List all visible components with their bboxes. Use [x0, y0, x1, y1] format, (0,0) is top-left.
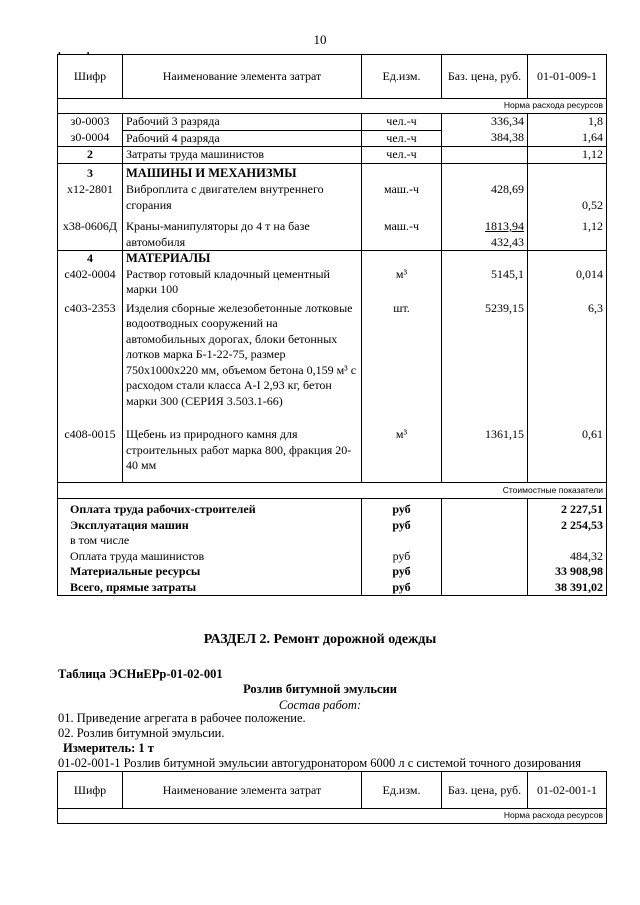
table-row: з0-0004 Рабочий 4 разряда чел.-ч 384,38 1,64: [58, 130, 607, 147]
table-row: х12-2801 Виброплита с двигателем внутреннего сгорания маш.-ч 428,69 0,52: [58, 182, 607, 219]
header-price: Баз. цена, руб.: [442, 772, 528, 809]
header-norm-code: 01-02-001-1: [528, 772, 607, 809]
table-row: с403-2353 Изделия сборные железобетонные лотковые водоотводных сооружений на автомобильных дорогах, блоки бетонных лотков марка Б-1-22-75, размер 750х1000х220 мм, объемом бетона 0,159 м³ с расходом стали класса А-I 2,93 кг, бетон марки 300 (СЕРИЯ 3.503.1-66) шт. 5239,15 6,3: [58, 301, 607, 428]
section-title: РАЗДЕЛ 2. Ремонт дорожной одежды: [203, 632, 437, 647]
header-norm-code: 01-01-009-1: [528, 55, 607, 99]
norm-label: Норма расхода ресурсов: [58, 809, 607, 824]
norm-label: Норма расхода ресурсов: [58, 99, 607, 114]
header-price: Баз. цена, руб.: [442, 55, 528, 99]
header-unit: Ед.изм.: [362, 55, 442, 99]
materials-header: 4 МАТЕРИАЛЫ: [58, 251, 607, 267]
cost-row: Оплата труда машинистов руб 484,32: [58, 549, 607, 565]
table-header: [58, 55, 607, 99]
table-row: х38-0606Д Краны-манипуляторы до 4 т на базе автомобиля маш.-ч 1813,94 432,43 1,12: [58, 219, 607, 251]
work-item: 02. Розлив битумной эмульсии.: [58, 726, 225, 740]
cost-row: Всего, прямые затраты руб 38 391,02: [58, 580, 607, 596]
header-name: Наименование элемента затрат: [123, 772, 362, 809]
resource-table-2: [57, 771, 607, 824]
cost-row: Эксплуатация машин руб 2 254,53: [58, 518, 607, 534]
machine-price-2: 432,43: [491, 234, 524, 249]
header-code: Шифр: [58, 772, 123, 809]
header-unit: Ед.изм.: [362, 772, 442, 809]
cost-row: в том числе: [58, 533, 607, 549]
table-row: з0-0003 Рабочий 3 разряда чел.-ч 336,34 1,8: [58, 114, 607, 131]
table-name: Розлив битумной эмульсии: [243, 682, 397, 696]
cost-row: Оплата труда рабочих-строителей руб 2 227,51: [58, 502, 607, 518]
table-header: [58, 772, 607, 809]
cost-label: Стоимостные показатели: [58, 482, 607, 498]
table-id: Таблица ЭСНиЕРр-01-02-001: [58, 667, 223, 681]
scan-marks: ••: [58, 49, 116, 58]
measure: Измеритель: 1 т: [63, 741, 154, 755]
resource-table: [57, 54, 607, 596]
norm-description: 01-02-001-1 Розлив битумной эмульсии автогудронатором 6000 л с системой точного дозирования: [58, 756, 581, 770]
table-row: с402-0004 Раствор готовый кладочный цементный марки 100 м³ 5145,1 0,014: [58, 267, 607, 301]
machines-header: 3 МАШИНЫ И МЕХАНИЗМЫ: [58, 163, 607, 182]
table-row: с408-0015 Щебень из природного камня для строительных работ марка 800, фракция 20-40 мм м³ 1361,15 0,61: [58, 427, 607, 482]
work-item: 01. Приведение агрегата в рабочее положение.: [58, 711, 306, 725]
machine-price: 1813,94: [485, 219, 524, 233]
works-title: Состав работ:: [278, 698, 362, 712]
cost-row: Материальные ресурсы руб 33 908,98: [58, 564, 607, 580]
header-code: Шифр: [58, 55, 123, 99]
header-name: Наименование элемента затрат: [123, 55, 362, 99]
table-row: 2 Затраты труда машинистов чел.-ч 1,12: [58, 147, 607, 164]
page-number: 10: [313, 32, 327, 47]
